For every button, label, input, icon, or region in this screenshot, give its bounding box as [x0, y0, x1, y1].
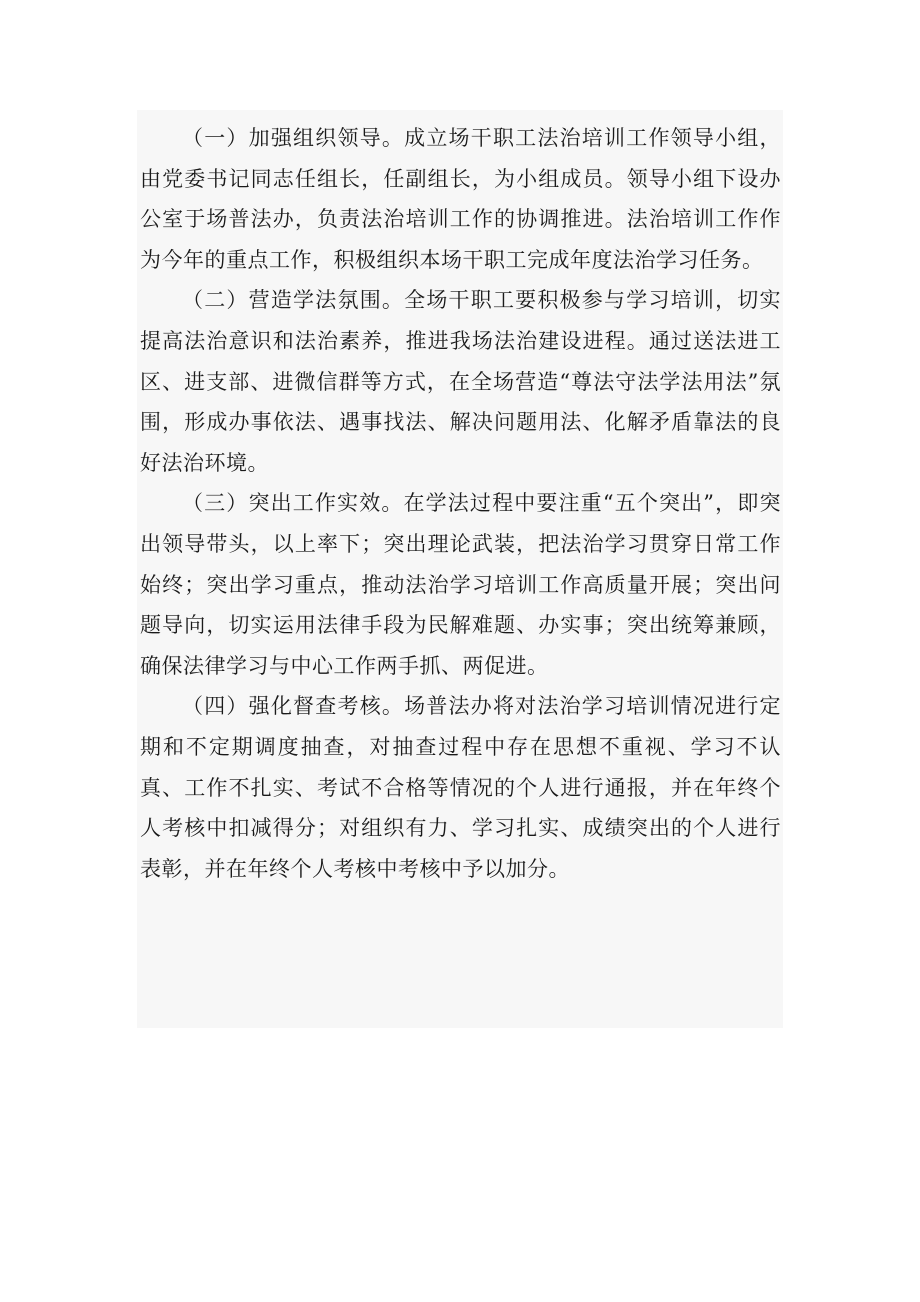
paragraph-organization-leadership: （一）加强组织领导。成立场干职工法治培训工作领导小组，由党委书记同志任组长，任副组长，为小组成员。领导小组下设办公室于场普法办，负责法治培训工作的协调推进。法治培训工作作为今年的重点工作，积极组织本场干职工完成年度法治学习任务。 — [140, 126, 781, 272]
paragraph-inspection-assessment: （四）强化督查考核。场普法办将对法治学习培训情况进行定期和不定期调度抽查，对抽查过程中存在思想不重视、学习不认真、工作不扎实、考试不合格等情况的个人进行通报，并在年终个人考核中扣减得分；对组织有力、学习扎实、成绩突出的个人进行表彰，并在年终个人考核中考核中予以加分。 — [140, 694, 781, 881]
paragraph-work-effectiveness: （三）突出工作实效。在学法过程中要注重“五个突出”，即突出领导带头，以上率下；突出理论武装，把法治学习贯穿日常工作始终；突出学习重点，推动法治学习培训工作高质量开展；突出问题导向，切实运用法律手段为民解难题、办实事；突出统筹兼顾，确保法律学习与中心工作两手抓、两促进。 — [140, 491, 781, 678]
paragraph-learning-atmosphere: （二）营造学法氛围。全场干职工要积极参与学习培训，切实提高法治意识和法治素养，推进我场法治建设进程。通过送法进工区、进支部、进微信群等方式，在全场营造“尊法守法学法用法”氛围，形成办事依法、遇事找法、解决问题用法、化解矛盾靠法的良好法治环境。 — [140, 288, 781, 475]
document-body — [137, 110, 783, 1028]
